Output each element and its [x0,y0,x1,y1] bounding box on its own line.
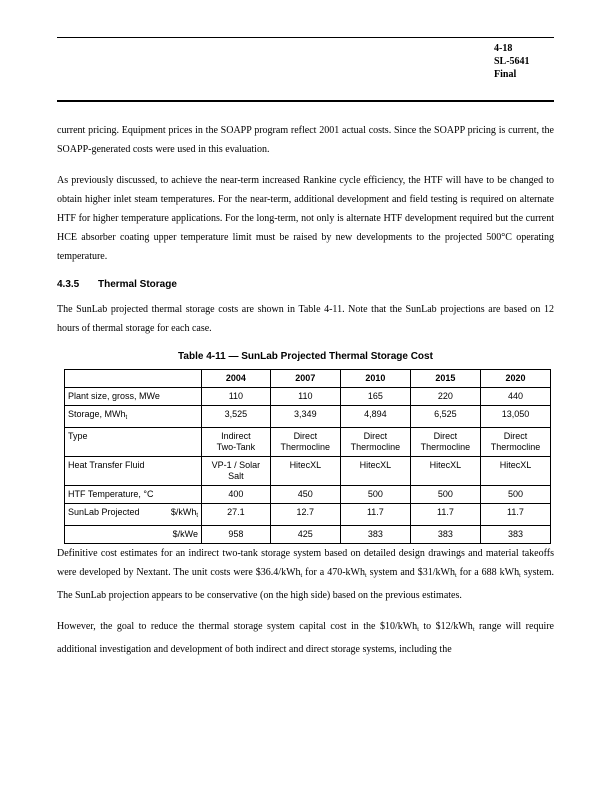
paragraph-4 [57,544,554,605]
table-cell: 500 [410,486,480,504]
row-label [65,406,202,428]
page-number: 4-18 [494,43,513,54]
text-run: system and $31/kWh [366,567,455,578]
table-row [65,486,551,504]
row-label: Heat Transfer Fluid [65,457,202,486]
text-run: to $12/kWh [418,621,473,632]
document-status: Final [494,69,517,80]
paragraph-1: current pricing. Equipment prices in the SOAPP program reflect 2001 actual costs. Since the SOAPP pricing is current, the SOAPP-generated costs were used in this evaluation. [57,125,554,155]
header-rule-bottom [57,100,554,102]
table-cell: HitecXL [340,457,410,486]
row-unit-text: $/kWe [172,529,198,539]
table-cell: 110 [270,388,340,406]
cell-line: Thermocline [490,442,541,452]
subscript: t [519,573,521,579]
row-label: HTF Temperature, °C [65,486,202,504]
text-run: for a 470-kWh [302,567,365,578]
table-row [65,526,551,544]
cell-line: Indirect [221,431,251,441]
year-header: 2020 [480,370,550,388]
header-rule-top [57,37,554,38]
table-cell [270,428,340,457]
body-text [57,121,554,671]
table-cell [202,457,271,486]
table-cell [480,428,550,457]
table-cell: 383 [410,526,480,544]
table-cell: HitecXL [270,457,340,486]
text-run: Definitive cost estimates for an indirect two-tank storage system based on detailed design drawings and material takeoffs were developed by Nextant. The unit costs were $36.4/kWh [57,548,554,578]
row-label [65,526,202,544]
table-row [65,428,551,457]
table-row [65,457,551,486]
table-cell: 11.7 [410,504,480,526]
document-id: SL-5641 [494,56,530,67]
table-cell: 27.1 [202,504,271,526]
subscript: t [417,627,419,633]
cell-line: VP-1 / Solar [211,460,261,470]
table-cell: 500 [480,486,550,504]
section-number: 4.3.5 [57,279,80,290]
table-cell: 12.7 [270,504,340,526]
row-unit-text: $/kWh [170,507,197,517]
cell-line: Direct [503,431,528,441]
table-title: Table 4-11 — SunLab Projected Thermal Storage Cost [178,351,433,362]
table-cell: 13,050 [480,406,550,428]
row-label-text: SunLab Projected [68,507,140,517]
table-cell [340,428,410,457]
table-cell [202,428,271,457]
table-cell: 110 [202,388,271,406]
cell-line: Salt [228,471,244,481]
text-run: range will require additional investigation and development of both indirect and direct storage systems, including the [57,621,554,655]
cell-line: Thermocline [280,442,331,452]
table-cell: 400 [202,486,271,504]
section-heading [57,278,554,292]
row-unit-subscript: t [196,513,198,519]
table-row [65,504,551,526]
cell-line: Thermocline [350,442,401,452]
row-label: Type [65,428,202,457]
table-cell: 4,894 [340,406,410,428]
table-cell: 383 [340,526,410,544]
text-run: for a 688 kWh [456,567,520,578]
year-header: 2004 [202,370,271,388]
subscript: t [364,573,367,579]
cell-line: Direct [363,431,388,441]
cell-line: Direct [293,431,318,441]
table-cell: 3,349 [270,406,340,428]
table-cell: HitecXL [410,457,480,486]
table-cell: 3,525 [202,406,271,428]
year-header: 2010 [340,370,410,388]
text-run: system. The SunLab projection appears to be conservative (on the high side) based on the previous estimates. [57,567,554,601]
storage-cost-table [64,369,551,544]
table-cell: 440 [480,388,550,406]
year-header: 2007 [270,370,340,388]
row-label-subscript: t [125,415,128,421]
table-cell: 11.7 [340,504,410,526]
table-row [65,406,551,428]
table-header-row [65,370,551,388]
text-run: However, the goal to reduce the thermal storage system capital cost in the $10/kWh [57,621,418,632]
page-header [494,42,554,81]
table-cell: HitecXL [480,457,550,486]
table-row [65,388,551,406]
section-title: Thermal Storage [98,279,177,290]
table-cell: 165 [340,388,410,406]
cell-line: Direct [433,431,458,441]
subscript: t [454,573,457,579]
table-cell: 6,525 [410,406,480,428]
paragraph-3: The SunLab projected thermal storage costs are shown in Table 4-11. Note that the SunLab projections are based on 12 hours of thermal storage for each case. [57,304,554,334]
row-unit [171,507,198,522]
table-cell: 383 [480,526,550,544]
row-label: Plant size, gross, MWe [65,388,202,406]
table-header-blank [65,370,202,388]
table-cell: 500 [340,486,410,504]
subscript: t [472,627,475,633]
cell-line: Two-Tank [216,442,256,452]
row-label-text: Storage, MWh [68,409,126,419]
paragraph-5 [57,617,554,659]
table-cell: 11.7 [480,504,550,526]
subscript: t [300,573,303,579]
table-cell: 220 [410,388,480,406]
row-label [65,504,202,526]
table-cell: 958 [202,526,271,544]
cell-line: Thermocline [420,442,471,452]
table-cell [410,428,480,457]
paragraph-2: As previously discussed, to achieve the near-term increased Rankine cycle efficiency, the HTF will have to be changed to obtain higher inlet steam temperatures. For the near-term, additional development and field testing is required on alternate HTF for higher temperature applications. For the long-term, not only is alternate HTF development required but the current HCE absorber coating upper temperature limit must be raised by new developments to the projected 500°C operating temperature. [57,175,554,262]
year-header: 2015 [410,370,480,388]
table-cell: 450 [270,486,340,504]
table-cell: 425 [270,526,340,544]
